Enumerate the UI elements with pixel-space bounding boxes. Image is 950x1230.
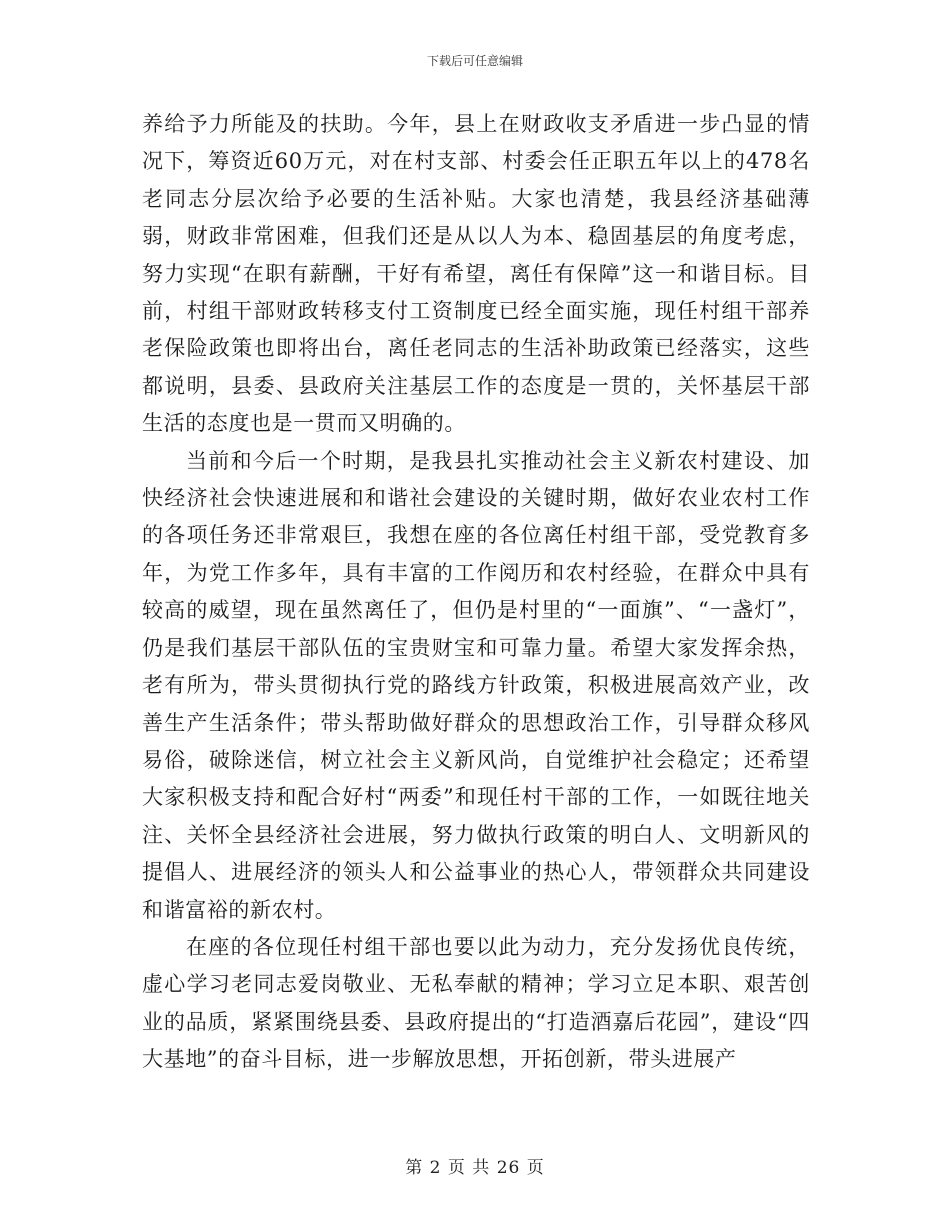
paragraph-1: 养给予力所能及的扶助。今年，县上在财政收支矛盾进一步凸显的情况下，筹资近60万元，对在村支部、村委会任正职五年以上的478名老同志分层次给予必要的生活补贴。大家也清楚，我县经济基础薄弱，财政非常困难，但我们还是从以人为本、稳固基层的角度考虑，努力实现“在职有薪酬，干好有希望，离任有保障”这一和谐目标。目前，村组干部财政转移支付工资制度已经全面实施，现任村组干部养老保险政策也即将出台，离任老同志的生活补助政策已经落实，这些都说明，县委、县政府关注基层工作的态度是一贯的，关怀基层干部生活的态度也是一贯而又明确的。 <box>142 112 810 436</box>
document-body <box>142 106 810 1079</box>
paragraph-2: 当前和今后一个时期，是我县扎实推动社会主义新农村建设、加快经济社会快速进展和和谐社会建设的关键时期，做好农业农村工作的各项任务还非常艰巨，我想在座的各位离任村组干部，受党教育多年，为党工作多年，具有丰富的工作阅历和农村经验，在群众中具有较高的威望，现在虽然离任了，但仍是村里的“一面旗”、“一盏灯”，仍是我们基层干部队伍的宝贵财宝和可靠力量。希望大家发挥余热，老有所为，带头贯彻执行党的路线方针政策，积极进展高效产业，改善生产生活条件；带头帮助做好群众的思想政治工作，引导群众移风易俗，破除迷信，树立社会主义新风尚，自觉维护社会稳定；还希望大家积极支持和配合好村“两委”和现任村干部的工作，一如既往地关注、关怀全县经济社会进展，努力做执行政策的明白人、文明新风的提倡人、进展经济的领头人和公益事业的热心人，带领群众共同建设和谐富裕的新农村。 <box>142 448 810 922</box>
paragraph-3: 在座的各位现任村组干部也要以此为动力，充分发扬优良传统，虚心学习老同志爱岗敬业、无私奉献的精神；学习立足本职、艰苦创业的品质，紧紧围绕县委、县政府提出的“打造酒嘉后花园”，建设“四大基地”的奋斗目标，进一步解放思想，开拓创新，带头进展产 <box>142 934 810 1072</box>
page-number-footer: 第 2 页 共 26 页 <box>405 1158 545 1178</box>
page-header: 下载后可任意编辑 <box>426 54 523 68</box>
